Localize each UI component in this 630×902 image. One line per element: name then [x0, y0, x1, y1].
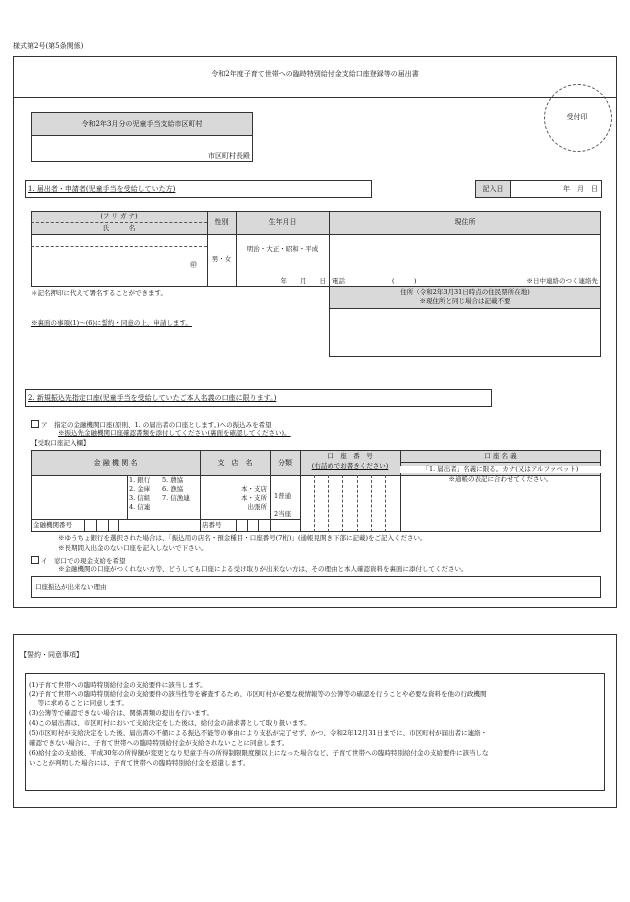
daytime-contact: ※日中連絡のつく連絡先	[526, 277, 598, 285]
bank-type-6[interactable]: 6. 漁協	[162, 485, 184, 493]
form-title: 令和2年度子育て世帯への臨時特別給付金支給口座登録等の届出書	[211, 70, 419, 78]
section1-title: 1. 届出者・申請者(児童手当を受給していた方)	[28, 185, 176, 193]
pledge-item-1: (1)子育て世帯への臨時特別給付金の支給要件に該当します。	[29, 681, 207, 689]
name-input[interactable]	[32, 247, 206, 286]
pledge-title: 【誓約・同意事項】	[20, 651, 83, 659]
bank-type-3[interactable]: 3. 信組	[129, 494, 151, 502]
addressee-header: 令和2年3月分の児童手当支給市区町村	[81, 120, 203, 128]
bank-type-2[interactable]: 2. 金庫	[129, 485, 151, 493]
bank-code-label: 金融機関番号	[33, 521, 72, 529]
form-number: 様式第2号(第5条関係)	[13, 42, 84, 50]
category-header: 分類	[278, 459, 292, 467]
branch-code-input[interactable]	[237, 520, 269, 531]
section2-title: 2. 新規振込先指定口座(児童手当を受給していたご本人名義の口座に限ります。)	[28, 394, 277, 402]
pledge-item-2: (2)子育て世帯への臨時特別給付金の支給要件の該当性等を審査するため、市区町村が必要な税情報等の公簿等の確認を行うことや必要な資料を他の行政機関	[29, 690, 487, 698]
pledge-note: ※裏面の事項(1)～(6)に誓約・同意の上、申請します。	[31, 319, 192, 327]
bank-type-divider	[127, 475, 128, 519]
title-divider	[13, 97, 617, 98]
account-holder-note2: ※通帳の表記に合わせてください。	[448, 475, 553, 483]
account-holder-header: 口 座 名 義	[484, 452, 517, 460]
furigana-input[interactable]	[32, 235, 206, 245]
category-1[interactable]: 1普通	[274, 492, 292, 500]
longterm-note: ※長期間入出金のない口座を記入しないで下さい。	[58, 544, 208, 552]
addressee-suffix: 市区町村長殿	[208, 152, 250, 160]
seal-note: ＊記名押印に代えて署名することができます。	[31, 289, 167, 297]
pledge-item-4: (4)この届出書は、市区町村において支給決定をした後は、給付金の請求書として取り扱います。	[29, 719, 311, 727]
date-value: 年 月 日	[563, 185, 598, 193]
bank-type-5[interactable]: 5. 農協	[162, 476, 184, 484]
address-input[interactable]	[330, 235, 600, 275]
yucho-note: ※ゆうちょ銀行を選択された場合は、「振込用の店名・預金種目・口座番号(7桁)」(通帳見開き下部に記載)をご記入ください。	[58, 534, 427, 542]
branch-type-3[interactable]: 出張所	[247, 503, 267, 511]
era-options[interactable]: 明治・大正・昭和・平成	[246, 245, 319, 253]
pledge-item-2b: 等に求めることに同意します。	[29, 699, 129, 707]
branch-type-2[interactable]: 本・支所	[241, 494, 267, 502]
seal-mark: ㊞	[190, 261, 197, 269]
branch-header: 支 店 名	[217, 459, 253, 467]
bank-name-header: 金 融 機 関 名	[93, 459, 138, 467]
furigana-divider	[31, 222, 207, 223]
address-on-date-label: 住所（令和2年3月31日時点の住民票所在地)	[400, 288, 530, 296]
pledge-item-5b: 確認できない場合に、子育て世帯への臨時特別給付金が支給されないことに同意します。	[29, 739, 289, 747]
account-number-header: 口 座 番 号	[327, 452, 373, 460]
gender-value[interactable]: 男・女	[211, 255, 232, 263]
pledge-item-6: (6)給付金の支給後、平成30年の所得額が変更となり児童手当の所得制限限度額以上になった場合など、子育て世帯への臨時特別給付金の支給要件に該当しな	[29, 749, 489, 757]
option-i-note: ※金融機関の口座がつくれない方等、どうしても口座による受け取りが出来ない方は、その理由と本人確認資料を裏面に添付してください。	[58, 565, 468, 573]
phone-label: 電話	[332, 277, 345, 285]
category-2[interactable]: 2当座	[274, 510, 292, 518]
option-i-checkbox[interactable]	[31, 556, 39, 564]
holder-header-divider	[400, 462, 601, 463]
name-label: 氏 名	[102, 224, 136, 232]
address-on-date-input[interactable]	[330, 309, 600, 356]
date-label: 記入日	[482, 185, 504, 193]
furigana-label: (フ リ ガ ナ)	[100, 212, 138, 220]
birth-label: 生年月日	[268, 218, 297, 226]
option-a-label: ア 指定の金融機関口座(原則、1. の届出者の口座とします。)への振込みを希望	[41, 421, 272, 429]
pledge-item-5: (5)市区町村が支給決定をした後、届出書の不備による振込不能等の事由により支払が完了せず、かつ、令和2年12月31日までに、市区町村が届出者に連絡・	[29, 729, 488, 737]
pledge-item-3: (3)公簿等で確認できない場合は、関係書類の提出を行います。	[29, 709, 214, 717]
account-holder-note1: 「1. 届出者」名義に限る。カナ(又はアルファベット)	[400, 466, 601, 473]
receipt-stamp-label: 受付印	[566, 113, 588, 121]
pledge-item-6b: いことが判明した場合には、子育て世帯への臨時特別給付金を返還します。	[29, 759, 250, 767]
birth-ymd: 年 月 日	[280, 277, 326, 285]
bank-type-1[interactable]: 1. 銀行	[129, 476, 151, 484]
bank-type-7[interactable]: 7. 信漁連	[162, 494, 190, 502]
option-a-note: ※振込先金融機関口座確認書類を添付してください(裏面を確認してください)。	[58, 429, 291, 437]
option-a-checkbox[interactable]	[31, 420, 39, 428]
phone-value[interactable]: ( )	[392, 277, 417, 285]
bank-type-4[interactable]: 4. 信連	[129, 503, 151, 511]
branch-code-label: 店番号	[202, 521, 222, 529]
receive-header: 【受取口座記入欄】	[31, 439, 90, 447]
bank-name-input[interactable]	[32, 476, 126, 519]
address-label: 現住所	[454, 218, 476, 226]
account-number-input[interactable]	[301, 476, 399, 531]
reason-box[interactable]	[31, 576, 601, 598]
gender-label: 性別	[214, 218, 229, 226]
reason-label: 口座振込が出来ない理由	[35, 583, 107, 591]
option-i-label: イ 窓口での現金支給を希望	[41, 557, 126, 565]
branch-type-1[interactable]: 本・支店	[241, 485, 267, 493]
account-number-sub: (右詰めでお書きください)	[311, 462, 389, 470]
bank-code-input[interactable]	[85, 520, 127, 531]
account-holder-input[interactable]	[401, 486, 600, 531]
same-address-note: ※現住所と同じ場合は記載不要	[419, 297, 511, 305]
